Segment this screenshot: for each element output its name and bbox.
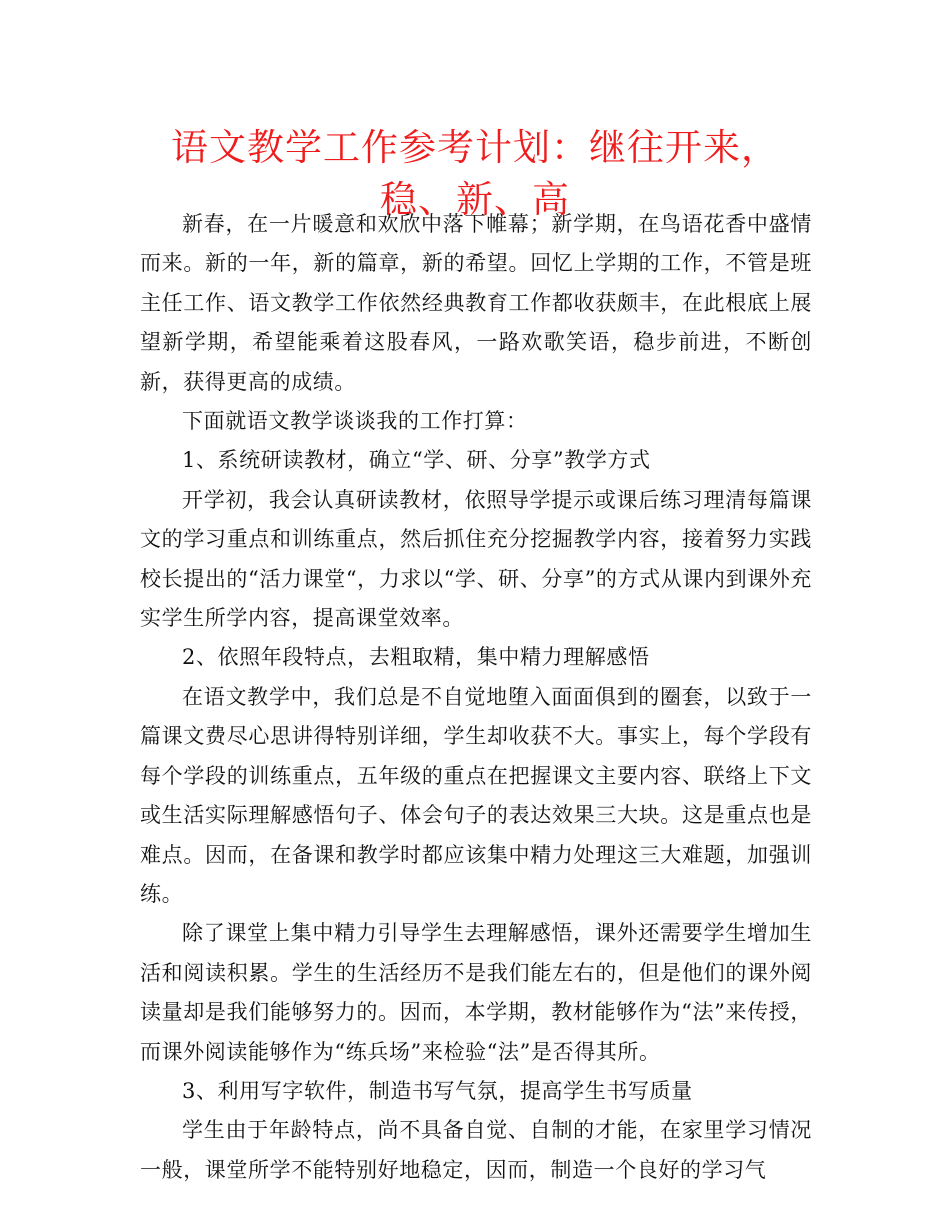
section-heading-2: 2、依照年段特点，去粗取精，集中精力理解感悟 bbox=[182, 645, 650, 670]
document-title: 语文教学工作参考计划：继往开来，稳、新、高 bbox=[171, 126, 779, 221]
document-body bbox=[140, 205, 812, 1190]
section-3-paragraph: 学生由于年龄特点，尚不具备自觉、自制的才能，在家里学习情况一般，课堂所学不能特别好地稳定，因而，制造一个良好的学习气 bbox=[140, 1118, 812, 1182]
section-heading-3: 3、利用写字软件，制造书写气氛，提高学生书写质量 bbox=[182, 1078, 693, 1103]
lead-in-paragraph: 下面就语文教学谈谈我的工作打算： bbox=[182, 409, 528, 434]
section-1-paragraph: 开学初，我会认真研读教材，依照导学提示或课后练习理清每篇课文的学习重点和训练重点，然后抓住充分挖掘教学内容，接着努力实践校长提出的“活力课堂“，力求以“学、研、分享”的方式从课内到课外充实学生所学内容，提高课堂效率。 bbox=[140, 487, 812, 631]
section-heading-1: 1、系统研读教材，确立“学、研、分享”教学方式 bbox=[182, 448, 651, 473]
section-2-paragraph-1: 在语文教学中，我们总是不自觉地堕入面面俱到的圈套，以致于一篇课文费尽心思讲得特别详细，学生却收获不大。事实上，每个学段有每个学段的训练重点，五年级的重点在把握课文主要内容、联络上下文或生活实际理解感悟句子、体会句子的表达效果三大块。这是重点也是难点。因而，在备课和教学时都应该集中精力处理这三大难题，加强训练。 bbox=[140, 684, 812, 906]
intro-paragraph: 新春，在一片暖意和欢欣中落下帷幕；新学期，在鸟语花香中盛情而来。新的一年，新的篇章，新的希望。回忆上学期的工作，不管是班主任工作、语文教学工作依然经典教育工作都收获颇丰，在此根底上展望新学期，希望能乘着这股春风，一路欢歌笑语，稳步前进，不断创新，获得更高的成绩。 bbox=[140, 212, 812, 394]
section-2-paragraph-2: 除了课堂上集中精力引导学生去理解感悟，课外还需要学生增加生活和阅读积累。学生的生活经历不是我们能左右的，但是他们的课外阅读量却是我们能够努力的。因而，本学期，教材能够作为“法”来传授，而课外阅读能够作为“练兵场”来检验“法”是否得其所。 bbox=[140, 921, 812, 1064]
